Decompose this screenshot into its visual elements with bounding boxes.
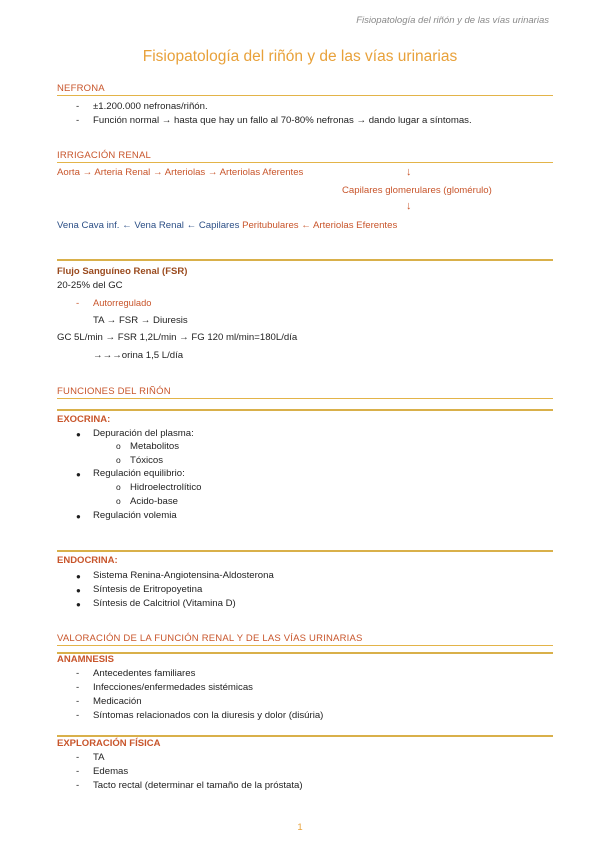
section-rule (57, 259, 553, 261)
section-rule (57, 652, 553, 654)
page-number: 1 (297, 822, 303, 833)
section-rule (57, 162, 553, 163)
exploracion-heading: EXPLORACIÓN FÍSICA (57, 738, 161, 749)
fsr-heading: Flujo Sanguíneo Renal (FSR) (57, 266, 188, 277)
anamnesis-heading: ANAMNESIS (57, 654, 115, 665)
list-item: Hidroelectrolítico (130, 482, 202, 493)
dash-marker: - (76, 668, 80, 679)
down-arrow-icon: ↓ (406, 166, 412, 178)
dash-marker: - (76, 752, 80, 763)
fsr-gc-line: GC 5L/min → FSR 1,2L/min → FG 120 ml/min=180L/día (57, 332, 298, 343)
list-item: Síntomas relacionados con la diuresis y dolor (disúria) (93, 710, 324, 721)
circle-marker: o (116, 441, 121, 451)
running-header: Fisiopatología del riñón y de las vías urinarias (356, 15, 549, 26)
circle-marker: o (116, 482, 121, 492)
section-rule (57, 550, 553, 552)
section-rule (57, 95, 553, 96)
section-rule (57, 735, 553, 737)
list-item: Regulación volemia (93, 510, 177, 521)
section-heading-funciones: FUNCIONES DEL RIÑÓN (57, 386, 171, 397)
section-rule (57, 398, 553, 399)
list-item: Tóxicos (130, 455, 164, 466)
section-heading-valoracion: VALORACIÓN DE LA FUNCIÓN RENAL Y DE LAS VÍAS URINARIAS (57, 633, 363, 644)
list-item: Acido-base (130, 496, 178, 507)
list-item: ±1.200.000 nefronas/riñón. (93, 101, 208, 112)
section-rule (57, 409, 553, 411)
list-item: Metabolitos (130, 441, 180, 452)
down-arrow-icon: ↓ (406, 200, 412, 212)
list-item: Síntesis de Eritropoyetina (93, 584, 203, 595)
bullet-marker: ● (76, 512, 81, 521)
endocrina-heading: ENDOCRINA: (57, 555, 118, 566)
section-rule (57, 645, 553, 646)
irrigacion-return-line (57, 220, 397, 231)
fsr-ta: TA → FSR → Diuresis (93, 315, 188, 326)
fsr-gc: 20-25% del GC (57, 280, 123, 291)
list-item: Tacto rectal (determinar el tamaño de la próstata) (93, 780, 303, 791)
circle-marker: o (116, 496, 121, 506)
dash-marker: - (76, 780, 80, 791)
dash-marker: - (76, 115, 80, 126)
list-item: Síntesis de Calcitriol (Vitamina D) (93, 598, 236, 609)
bullet-marker: ● (76, 586, 81, 595)
document-title: Fisiopatología del riñón y de las vías urinarias (142, 48, 458, 65)
list-item: TA (93, 752, 105, 763)
dash-marker: - (76, 682, 80, 693)
list-item: Función normal → hasta que hay un fallo al 70-80% nefronas → dando lugar a síntomas. (93, 115, 472, 126)
return-line-blue: Vena Cava inf. ← Vena Renal ← Capilares (57, 220, 240, 231)
bullet-marker: ● (76, 470, 81, 479)
section-heading-nefrona: NEFRONA (57, 83, 105, 94)
dash-marker: - (76, 766, 80, 777)
exocrina-heading: EXOCRINA: (57, 414, 111, 425)
list-item: Sistema Renina-Angiotensina-Aldosterona (93, 570, 274, 581)
list-item: Regulación equilibrio: (93, 468, 185, 479)
circle-marker: o (116, 455, 121, 465)
list-item: Infecciones/enfermedades sistémicas (93, 682, 253, 693)
list-item: Depuración del plasma: (93, 428, 194, 439)
dash-marker: - (76, 298, 80, 309)
bullet-marker: ● (76, 430, 81, 439)
return-line-orange: Peritubulares ← Arteriolas Eferentes (242, 220, 398, 231)
dash-marker: - (76, 710, 80, 721)
dash-marker: - (76, 101, 80, 112)
section-heading-irrigacion: IRRIGACIÓN RENAL (57, 150, 151, 161)
list-item: Edemas (93, 766, 129, 777)
capilares-label: Capilares glomerulares (glomérulo) (342, 185, 492, 196)
fsr-autorregulado: Autorregulado (93, 298, 152, 308)
list-item: Medicación (93, 696, 142, 707)
fsr-orina: →→→orina 1,5 L/día (93, 350, 184, 361)
dash-marker: - (76, 696, 80, 707)
bullet-marker: ● (76, 600, 81, 609)
irrigacion-flow-line: Aorta → Arteria Renal → Arteriolas → Arteriolas Aferentes (57, 167, 304, 178)
list-item: Antecedentes familiares (93, 668, 196, 679)
bullet-marker: ● (76, 572, 81, 581)
